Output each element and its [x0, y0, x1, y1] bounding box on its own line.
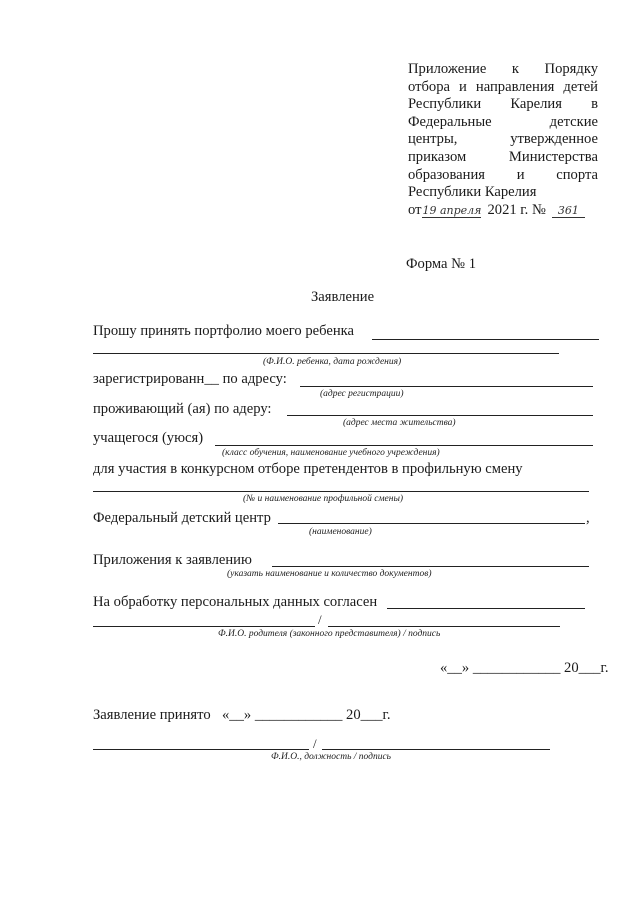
- accepted-date[interactable]: «__» ____________ 20___г.: [222, 707, 391, 723]
- registered-caption: (адрес регистрации): [320, 389, 404, 399]
- center-comma: ,: [586, 510, 590, 526]
- parent-caption: Ф.И.О. родителя (законного представителя) / подпись: [218, 629, 441, 639]
- contest-label: для участия в конкурсном отборе претендентов в профильную смену: [93, 461, 523, 477]
- appendix-line-6: приказом Министерства: [408, 148, 598, 165]
- child-name-line-2[interactable]: [93, 353, 559, 354]
- official-slash: /: [313, 736, 317, 751]
- document-title: Заявление: [311, 289, 375, 305]
- handwritten-date: 19 апреля: [422, 203, 482, 217]
- official-caption: Ф.И.О., должность / подпись: [271, 752, 392, 762]
- parent-slash: /: [318, 612, 322, 627]
- appendix-line-4: Федеральные детские: [408, 113, 598, 130]
- living-label: проживающий (ая) по адеру:: [93, 401, 272, 417]
- attachments-label: Приложения к заявлению: [93, 552, 252, 568]
- shift-caption: (№ и наименование профильной смены): [243, 494, 404, 504]
- registration-address-line[interactable]: [300, 386, 593, 387]
- consent-line[interactable]: [387, 608, 585, 609]
- appendix-line-1: Приложение к Порядку: [408, 61, 598, 77]
- child-name-line-1[interactable]: [372, 339, 599, 340]
- appendix-block: [408, 61, 598, 219]
- parent-name-line[interactable]: [93, 626, 315, 627]
- form-number: Форма № 1: [406, 256, 477, 272]
- official-signature-line[interactable]: [322, 749, 550, 750]
- living-address-line[interactable]: [287, 415, 593, 416]
- appendix-date-line: от 19 апреля 2021 г. № 361: [408, 202, 598, 220]
- appendix-line-8: Республики Карелия: [408, 184, 537, 201]
- parent-signature-line[interactable]: [328, 626, 560, 627]
- center-label: Федеральный детский центр: [93, 510, 271, 526]
- shift-line[interactable]: [93, 491, 589, 492]
- handwritten-number: 361: [552, 205, 585, 218]
- accepted-label: Заявление принято: [93, 707, 211, 723]
- consent-label: На обработку персональных данных согласен: [93, 594, 378, 610]
- official-name-line[interactable]: [93, 749, 309, 750]
- center-line[interactable]: [278, 523, 585, 524]
- student-caption: (класс обучения, наименование учебного учреждения): [222, 448, 440, 458]
- attachments-line[interactable]: [272, 566, 589, 567]
- appendix-line-5: центры, утвержденное: [408, 131, 598, 148]
- child-caption: (Ф.И.О. ребенка, дата рождения): [263, 357, 402, 367]
- center-caption: (наименование): [309, 527, 372, 537]
- registered-label: зарегистрированн__ по адресу:: [93, 371, 287, 387]
- portfolio-label: Прошу принять портфолио моего ребенка: [93, 323, 355, 339]
- appendix-line-3: Республики Карелия в: [408, 96, 598, 113]
- appendix-line-7: образования и спорта: [408, 166, 598, 183]
- student-label: учащегося (уюся): [93, 430, 204, 446]
- school-line[interactable]: [215, 445, 593, 446]
- attachments-caption: (указать наименование и количество документов): [227, 569, 432, 579]
- appendix-line-2: отбора и направления детей: [408, 78, 598, 95]
- living-caption: (адрес места жительства): [343, 418, 456, 428]
- application-date[interactable]: «__» ____________ 20___г.: [440, 660, 609, 676]
